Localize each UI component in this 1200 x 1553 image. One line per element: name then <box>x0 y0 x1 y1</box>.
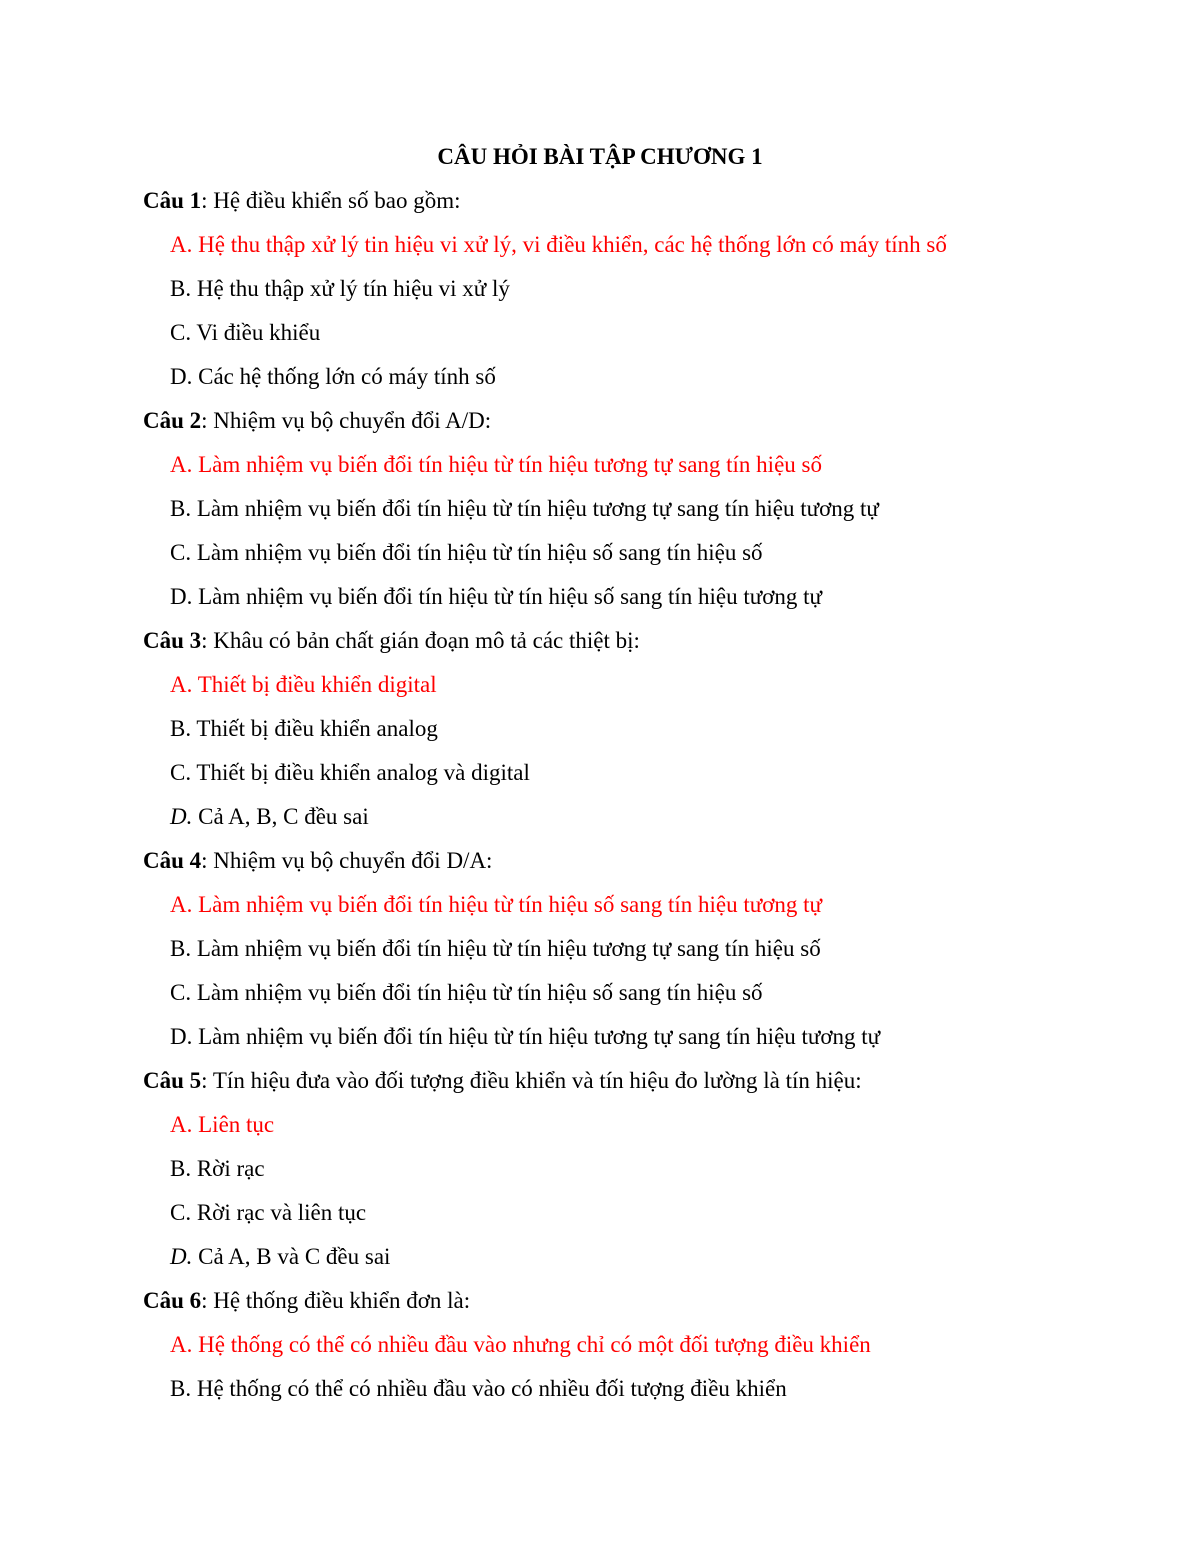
question-label: Câu 1 <box>143 188 202 213</box>
question-4-option-b <box>170 933 821 965</box>
option-letter: A. <box>170 1332 193 1357</box>
option-letter: B. <box>170 716 192 741</box>
option-letter: C. <box>170 320 192 345</box>
question-2-option-b <box>170 493 879 525</box>
option-letter: A. <box>170 672 193 697</box>
question-text: : Hệ thống điều khiển đơn là: <box>201 1288 471 1313</box>
option-letter: D. <box>170 364 193 389</box>
option-text: Làm nhiệm vụ biến đổi tín hiệu từ tín hiệu tương tự sang tín hiệu tương tự <box>191 496 879 521</box>
question-text: : Nhiệm vụ bộ chuyển đổi D/A: <box>201 848 493 873</box>
option-text: Rời rạc và liên tục <box>191 1200 367 1225</box>
question-label: Câu 4 <box>143 848 202 873</box>
option-letter: D. <box>170 584 193 609</box>
option-letter: B. <box>170 936 192 961</box>
question-text: : Khâu có bản chất gián đoạn mô tả các thiệt bị: <box>201 628 640 653</box>
option-letter: B. <box>170 1156 192 1181</box>
option-text: Hệ thu thập xử lý tin hiệu vi xử lý, vi điều khiển, các hệ thống lớn có máy tính số <box>192 232 947 257</box>
option-text: Thiết bị điều khiển digital <box>192 672 437 697</box>
option-letter: D. <box>170 804 193 829</box>
option-letter: D. <box>170 1024 193 1049</box>
question-1-option-b <box>170 273 510 305</box>
option-letter: B. <box>170 1376 192 1401</box>
option-text: Làm nhiệm vụ biến đổi tín hiệu từ tín hiệu số sang tín hiệu tương tự <box>192 892 822 917</box>
question-4-option-c <box>170 977 763 1009</box>
question-5-option-a <box>170 1109 274 1141</box>
option-letter: D. <box>170 1244 193 1269</box>
option-text: Rời rạc <box>191 1156 265 1181</box>
question-2 <box>143 405 491 437</box>
option-letter: A. <box>170 1112 193 1137</box>
question-3-option-c <box>170 757 530 789</box>
option-text: Hệ thống có thể có nhiều đầu vào nhưng chỉ có một đối tượng điều khiển <box>192 1332 871 1357</box>
option-text: Vi điều khiểu <box>191 320 321 345</box>
question-label: Câu 2 <box>143 408 202 433</box>
question-6-option-b <box>170 1373 787 1405</box>
question-2-option-a <box>170 449 822 481</box>
option-text: Thiết bị điều khiển analog <box>191 716 438 741</box>
question-4-option-d <box>170 1021 880 1053</box>
option-text: Hệ thống có thể có nhiều đầu vào có nhiều đối tượng điều khiển <box>191 1376 787 1401</box>
question-text: : Nhiệm vụ bộ chuyển đổi A/D: <box>201 408 492 433</box>
option-text: Cả A, B, C đều sai <box>192 804 369 829</box>
option-text: Làm nhiệm vụ biến đổi tín hiệu từ tín hiệu tương tự sang tín hiệu số <box>191 936 821 961</box>
option-text: Làm nhiệm vụ biến đổi tín hiệu từ tín hiệu số sang tín hiệu số <box>191 540 763 565</box>
option-text: Làm nhiệm vụ biến đổi tín hiệu từ tín hiệu tương tự sang tín hiệu số <box>192 452 822 477</box>
option-letter: C. <box>170 540 192 565</box>
question-6-option-a <box>170 1329 871 1361</box>
option-letter: B. <box>170 276 192 301</box>
option-letter: C. <box>170 760 192 785</box>
question-label: Câu 5 <box>143 1068 202 1093</box>
question-label: Câu 3 <box>143 628 202 653</box>
question-3-option-b <box>170 713 438 745</box>
question-5-option-d <box>170 1241 390 1273</box>
option-letter: C. <box>170 1200 192 1225</box>
question-5-option-c <box>170 1197 366 1229</box>
question-3-option-d <box>170 801 369 833</box>
option-text: Làm nhiệm vụ biến đổi tín hiệu từ tín hiệu tương tự sang tín hiệu tương tự <box>192 1024 881 1049</box>
question-label: Câu 6 <box>143 1288 202 1313</box>
question-5-option-b <box>170 1153 265 1185</box>
option-letter: B. <box>170 496 192 521</box>
option-text: Liên tục <box>192 1112 275 1137</box>
option-text: Cả A, B và C đều sai <box>192 1244 391 1269</box>
question-1-option-c <box>170 317 320 349</box>
question-6 <box>143 1285 470 1317</box>
option-letter: A. <box>170 892 193 917</box>
question-text: : Tín hiệu đưa vào đối tượng điều khiển và tín hiệu đo lường là tín hiệu: <box>201 1068 862 1093</box>
question-4 <box>143 845 492 877</box>
option-letter: A. <box>170 452 193 477</box>
question-1 <box>143 185 461 217</box>
question-3 <box>143 625 640 657</box>
option-text: Thiết bị điều khiển analog và digital <box>191 760 530 785</box>
question-text: : Hệ điều khiển số bao gồm: <box>201 188 461 213</box>
page-title: CÂU HỎI BÀI TẬP CHƯƠNG 1 <box>437 144 763 169</box>
option-letter: C. <box>170 980 192 1005</box>
question-4-option-a <box>170 889 822 921</box>
option-text: Các hệ thống lớn có máy tính số <box>192 364 496 389</box>
question-1-option-a <box>170 229 947 261</box>
option-text: Hệ thu thập xử lý tín hiệu vi xử lý <box>191 276 510 301</box>
question-2-option-c <box>170 537 763 569</box>
option-text: Làm nhiệm vụ biến đổi tín hiệu từ tín hiệu số sang tín hiệu tương tự <box>192 584 822 609</box>
question-1-option-d <box>170 361 496 393</box>
question-3-option-a <box>170 669 437 701</box>
option-letter: A. <box>170 232 193 257</box>
option-text: Làm nhiệm vụ biến đổi tín hiệu từ tín hiệu số sang tín hiệu số <box>191 980 763 1005</box>
question-5 <box>143 1065 862 1097</box>
question-2-option-d <box>170 581 822 613</box>
